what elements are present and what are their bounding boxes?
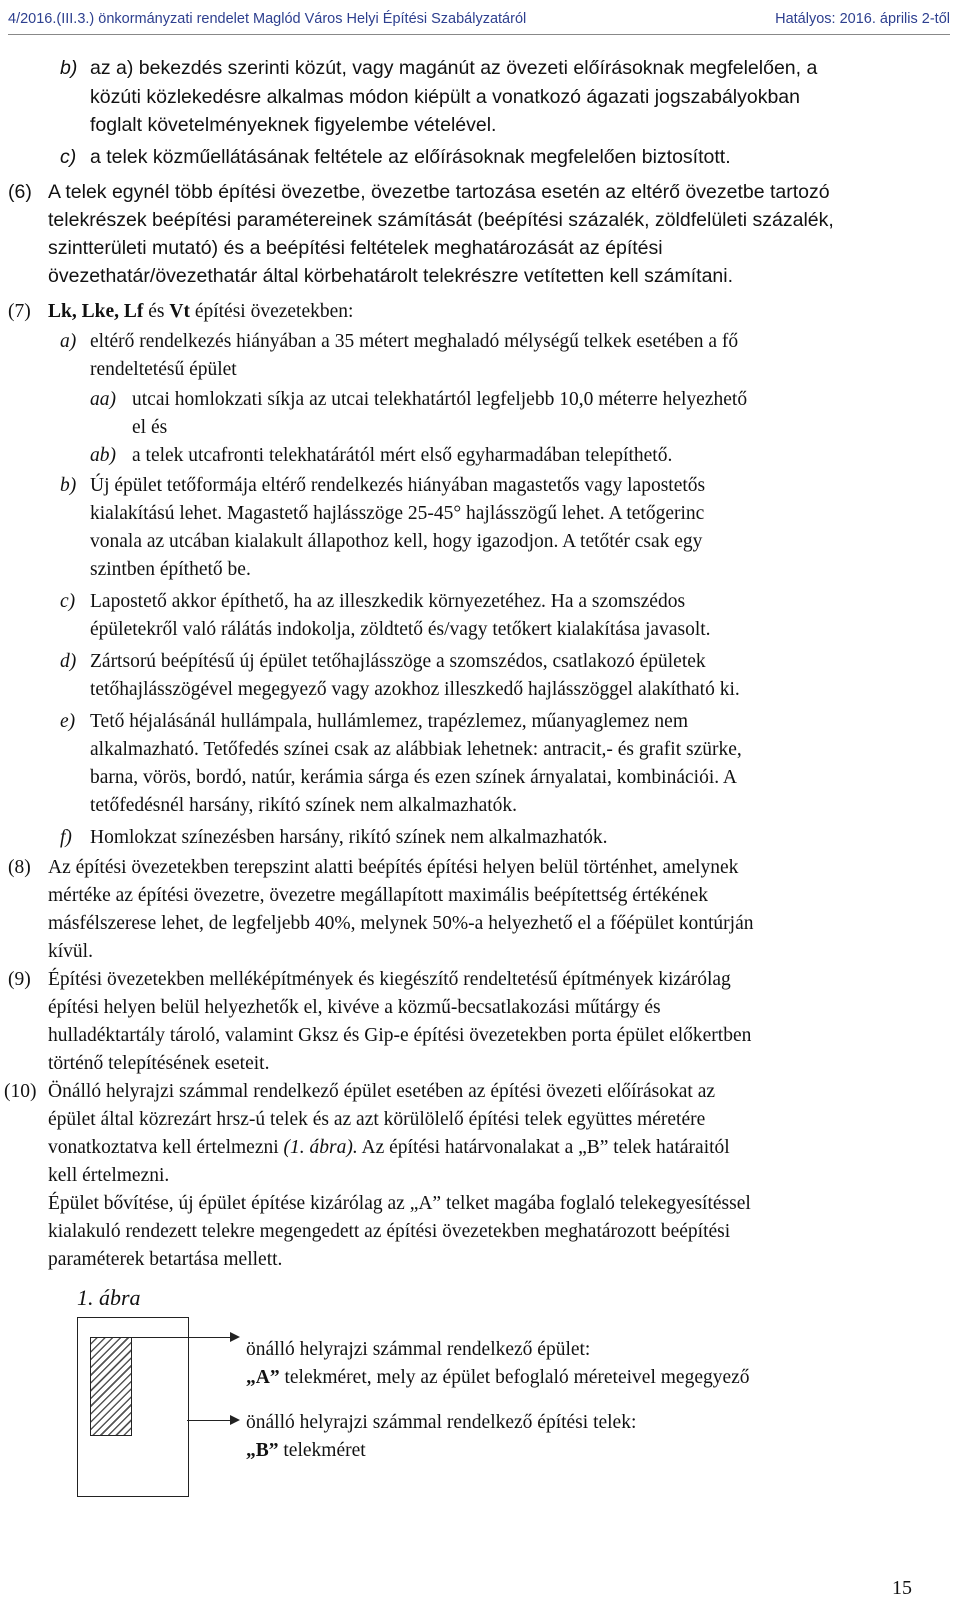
item-label-aa: aa) <box>90 389 116 410</box>
page-header <box>8 6 950 35</box>
text-line-with-figure-ref <box>48 1136 730 1160</box>
text-line: mértéke az építési övezetre, övezetre megállapított maximális beépítettség értékének <box>48 885 708 906</box>
section-number: (7) <box>8 301 31 322</box>
text-line: alkalmazható. Tetőfedés színei csak az alábbiak lehetnek: antracit,- és grafit szürke, <box>90 739 742 760</box>
header-effective-date: Hatályos: 2016. április 2-től <box>775 11 950 27</box>
section-number: (6) <box>8 181 32 203</box>
text-line: kialakuló rendezett telekre megengedett az építési övezetekben meghatározott beépítési <box>48 1221 731 1242</box>
page-number: 15 <box>892 1577 912 1599</box>
text-segment: Az építési határvonalakat a „B” telek határaitól <box>357 1137 730 1158</box>
text-line: Zártsorú beépítésű új épület tetőhajlásszöge a szomszédos, csatlakozó épületek <box>90 651 706 672</box>
text-line: Önálló helyrajzi számmal rendelkező épület esetében az építési övezeti előírásokat az <box>48 1081 716 1102</box>
section-number: (8) <box>8 857 31 878</box>
label-plot-line1: önálló helyrajzi számmal rendelkező építési telek: <box>246 1412 637 1433</box>
text-line: építési helyen belül helyezhetők el, kivéve a közmű-becsatlakozási műtárgy és <box>48 997 661 1018</box>
item-label-ab: ab) <box>90 445 116 466</box>
figure-title: 1. ábra <box>77 1285 141 1310</box>
text-line: kívül. <box>48 941 93 962</box>
text-line: rendeltetésű épület <box>90 359 237 380</box>
text-line: utcai homlokzati síkja az utcai telekhatártól legfeljebb 10,0 méterre helyezhető <box>132 389 748 410</box>
text-line: el és <box>132 417 168 438</box>
label-a-text: telekméret, mely az épület befoglaló méreteivel megegyező <box>279 1367 750 1388</box>
arrow-to-building-label <box>110 1337 238 1338</box>
label-plot-line2 <box>246 1439 366 1463</box>
title-text: építési övezetekben: <box>189 301 354 322</box>
label-building-line1: önálló helyrajzi számmal rendelkező épület: <box>246 1339 591 1360</box>
text-line: kialakítású lehet. Magastető hajlásszöge 25-45° hajlásszögű lehet. A tetőgerinc <box>90 503 705 524</box>
label-building-line2 <box>246 1366 750 1390</box>
label-a-marker: „A” <box>246 1367 280 1388</box>
item-label-d: d) <box>60 651 77 672</box>
text-line: barna, vörös, bordó, natúr, kerámia sárga és ezen színek árnyalatai, kombinációi. A <box>90 767 738 788</box>
text-line: közúti közlekedésre alkalmas módon kiépült a vonatkozó ágazati jogszabályokban <box>90 86 800 108</box>
text-line: Az építési övezetekben terepszint alatti beépítés építési helyen belül történhet, amelynek <box>48 857 739 878</box>
item-label-b: b) <box>60 57 78 79</box>
text-line: a telek utcafronti telekhatárától mért első egyharmadában telepíthető. <box>132 445 673 466</box>
text-line: Lapostető akkor építhető, ha az illeszkedik környezetéhez. Ha a szomszédos <box>90 591 686 612</box>
text-line: övezethatár/övezethatár által körbehatárolt telekrészre vetítetten kell számítani. <box>48 265 734 287</box>
text-line: tetőhajlásszögével megegyező vagy azokhoz illeszkedő hajlásszöggel alakítható ki. <box>90 679 740 700</box>
section-number: (10) <box>4 1081 37 1102</box>
text-line: Homlokzat színezésben harsány, rikító színek nem alkalmazhatók. <box>90 827 608 848</box>
text-line: az a) bekezdés szerinti közút, vagy magánút az övezeti előírásoknak megfelelően, a <box>90 57 818 79</box>
item-label-f: f) <box>60 827 72 848</box>
text-line: Tető héjalásánál hullámpala, hullámlemez, trapézlemez, műanyaglemez nem <box>90 711 688 732</box>
figure-reference: (1. ábra). <box>283 1137 358 1158</box>
item-label-b: b) <box>60 475 77 496</box>
item-label-a: a) <box>60 331 77 352</box>
label-b-text: telekméret <box>278 1440 366 1461</box>
text-line: a telek közműellátásának feltétele az előírásoknak megfelelően biztosított. <box>90 146 731 168</box>
section-number: (9) <box>8 969 31 990</box>
text-line: paraméterek betartása mellett. <box>48 1249 283 1270</box>
title-text: és <box>143 301 170 322</box>
building-a-hatched <box>90 1337 132 1436</box>
text-line: épület által közrezárt hrsz-ú telek és az azt körülölelő építési telek együttes méretére <box>48 1109 706 1130</box>
text-line: vonala az utcában kialakult állapothoz kell, hogy igazodjon. A tetőtér csak egy <box>90 531 703 552</box>
text-line: szintben építhető be. <box>90 559 251 580</box>
text-line: szintterületi mutató) és a beépítési feltételek meghatározását az építési <box>48 237 663 259</box>
item-label-c: c) <box>60 591 76 612</box>
text-line: épületekről való rálátás indokolja, zöldtető és/vagy tetőkert kialakítása javasolt. <box>90 619 711 640</box>
label-b-marker: „B” <box>246 1440 279 1461</box>
text-line: kell értelmezni. <box>48 1165 170 1186</box>
text-line: hulladéktartály tároló, valamint Gksz és Gip-e építési övezetekben porta épület előkertben <box>48 1025 752 1046</box>
zone-code: Vt <box>169 301 190 322</box>
text-line: Építési övezetekben melléképítmények és kiegészítő rendeltetésű építmények kizárólag <box>48 969 731 990</box>
text-line: Új épület tetőformája eltérő rendelkezés hiányában magastetős vagy lapostetős <box>90 475 706 496</box>
text-line: foglalt követelményeknek figyelembe vételével. <box>90 114 497 136</box>
section-7-title <box>48 300 353 324</box>
text-line: tetőfedésnél harsány, rikító színek nem alkalmazhatók. <box>90 795 518 816</box>
text-line: másfélszerese lehet, de legfeljebb 40%, melynek 50%-a helyezhető el a főépület kontúrján <box>48 913 754 934</box>
header-title: 4/2016.(III.3.) önkormányzati rendelet Maglód Város Helyi Építési Szabályzatáról <box>8 11 527 27</box>
item-label-e: e) <box>60 711 76 732</box>
text-line: eltérő rendelkezés hiányában a 35 métert meghaladó mélységű telkek esetében a fő <box>90 331 739 352</box>
text-line: telekrészek beépítési paramétereinek számítását (beépítési százalék, zöldfelületi százalék, <box>48 209 834 231</box>
text-line: történő telepítésének eseteit. <box>48 1053 270 1074</box>
text-line: Épület bővítése, új épület építése kizárólag az „A” telket magába foglaló telekegyesítéssel <box>48 1193 751 1214</box>
text-line: A telek egynél több építési övezetbe, övezetbe tartozása esetén az eltérő övezetbe tartozó <box>48 181 830 203</box>
text-segment: vonatkoztatva kell értelmezni <box>48 1137 284 1158</box>
item-label-c: c) <box>60 146 77 168</box>
zone-codes: Lk, Lke, Lf <box>48 301 144 322</box>
arrow-to-plot-label <box>187 1420 238 1421</box>
